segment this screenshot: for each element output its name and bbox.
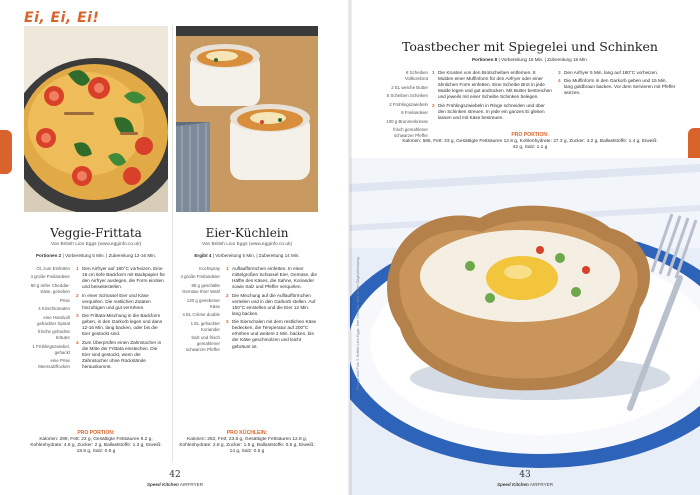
step-item xyxy=(558,78,676,96)
step-text: In einer Schüssel Eier und Käse verquirlen. Die restlichen Zutaten hinzufügen und gut verrühren. xyxy=(82,292,151,310)
ingredients-frittata xyxy=(28,266,70,373)
ingredient-item: frisch gemahlener schwarzer Pfeffer xyxy=(393,127,428,139)
portions-toastbecher: Portionen 8 xyxy=(471,57,498,62)
step-text: Den Airfryer 5 Min. lang auf 180°C vorheizen. xyxy=(564,70,659,75)
steps-toastbecher-col1 xyxy=(432,70,552,123)
egg-muffin-illustration xyxy=(176,26,318,212)
portions-frittata: Portionen 2 xyxy=(35,253,62,258)
step-text: Die Frittata-Mischung in die Backform geben, in den Garkorb legen und dann 12-16 Min. lang backen, oder bis die Eier gestockt sind. xyxy=(82,313,163,337)
nutrition-title-eier-kuechlein: PRO KÜCHLEIN: xyxy=(226,430,268,436)
step-number: 3 xyxy=(76,313,79,319)
ingredient-item: 5 Scheiben Schinken xyxy=(386,93,428,99)
folio-brand: Speed Kitchen xyxy=(146,482,179,487)
folio-section: AIRFRYER xyxy=(179,482,204,487)
ingredient-item: 4 große Freilandeier xyxy=(180,274,220,280)
ingredient-item: 1 EL gehackter Koriander xyxy=(190,320,220,332)
ingredients-eier-kuechlein xyxy=(176,266,220,356)
ingredient-item: 2 Frühlingszwiebeln xyxy=(389,101,428,107)
ingredient-item: Salz und frisch gemahlener schwarzer Pfeffer xyxy=(185,335,220,353)
step-number: 3 xyxy=(226,319,229,325)
step-item xyxy=(432,70,552,100)
ingredient-item: frische gehackte Kräuter xyxy=(38,329,70,341)
photo-credit: Rezept und Foto © British Lion Eggs. Ihre Gerichte nicht in der Originalfassung xyxy=(356,257,360,390)
ingredient-item: eine Prise Meersalzflocken xyxy=(38,358,70,370)
steps-eier-kuechlein xyxy=(226,266,318,352)
recipe-meta-frittata: Portionen 2 | Vorbereitung 5 Min. | Zubereitung 12-16 Min. xyxy=(35,253,157,258)
column-divider xyxy=(172,26,173,462)
frittata-illustration xyxy=(24,26,168,212)
page-number-left: 42 xyxy=(169,470,181,480)
ingredient-item: Öl, zum Einfetten xyxy=(36,266,70,271)
recipe-title-toastbecher: Toastbecher mit Spiegelei und Schinken xyxy=(402,39,658,54)
ingredient-item: Kochspray xyxy=(199,266,220,271)
nutrition-toastbecher: Kalorien: 586, Fett: 33 g, Gesättigte Fettsäuren 12.8 g, Kohlenhydrate: 27.3 g, Zucker: 4.2 g, Ballaststoffe: 1.4 g, Eiweiß: 42 g, Salz: 1.1 g xyxy=(402,139,658,150)
nutrition-title-toastbecher: PRO PORTION: xyxy=(511,132,549,138)
recipe-meta-eier-kuechlein: Ergibt 4 | Vorbereitung 5 Min. | Zubereitung 14 Min. xyxy=(194,253,300,258)
egg-muffin-ramekins-photo xyxy=(176,26,318,212)
nutrition-title-frittata: PRO PORTION: xyxy=(77,430,115,436)
prep-eier-kuechlein: Vorbereitung 5 Min. xyxy=(215,253,256,258)
step-text: Die Frühlingszwiebeln in Ringe schneiden und über den Schinken streuen. In jede ein ganzes Ei gleiten lassen und mit Käse bestreuen. xyxy=(438,102,545,120)
steps-frittata xyxy=(76,266,166,372)
recipe-title-frittata: Veggie-Frittata xyxy=(50,226,142,240)
recipe-title-eier-kuechlein: Eier-Küchlein xyxy=(205,226,289,240)
step-item xyxy=(226,266,318,290)
nutrition-frittata: Kalorien: 299, Fett: 23 g, Gesättigte Fettsäuren 8.2 g, Kohlenhydrate: 4.6 g, Zucker: 2 g, Ballaststoffe: 1.3 g, Eiweiß: 18.5 g, Salz: 0.5 g xyxy=(30,437,162,454)
recipe-meta-toastbecher: Portionen 8 | Vorbereitung 15 Min. | Zubereitung 15 Min. xyxy=(471,57,589,62)
frittata-photo xyxy=(24,26,168,212)
ingredient-item: 50 g reifer Cheddar-Käse, gerieben xyxy=(30,282,70,295)
step-item xyxy=(76,340,166,370)
ingredient-item: eine Handvoll gehackter Spinat xyxy=(37,314,70,326)
ingredient-item: 4 Kirschtomaten xyxy=(38,306,70,312)
steps-toastbecher-col2 xyxy=(558,70,676,99)
ingredient-item: 100 g Brunnenkresse xyxy=(386,118,428,124)
step-number: 1 xyxy=(432,70,435,75)
cook-eier-kuechlein: Zubereitung 14 Min. xyxy=(258,253,300,258)
ingredient-item: 120 g geriebener Käse xyxy=(186,297,220,309)
step-number: 1 xyxy=(226,266,229,271)
step-number: 2 xyxy=(76,292,79,298)
cook-toastbecher: Zubereitung 15 Min. xyxy=(547,57,589,62)
section-kicker: Ei, Ei, Ei! xyxy=(24,10,100,26)
prep-frittata: Vorbereitung 5 Min. xyxy=(64,253,105,258)
folio-label-left xyxy=(120,482,230,487)
step-text: Die Mischung auf die Auflaufförmchen verteilen und in den Garkorb stellen. Auf 150°C einstellen und die Eier 12 Min. lang backen. xyxy=(232,292,316,316)
step-number: 3 xyxy=(558,70,561,75)
step-text: Die Eierschalen mit dem restlichen Käse bedecken, die Temperatur auf 200°C erhöhen und weitere 2 Min. backen, bis der Käse geschmolzen und leicht gebräunt ist. xyxy=(232,319,317,349)
section-tab-left xyxy=(0,130,12,174)
ingredient-item: 8 Freilandeier xyxy=(401,110,428,116)
ingredient-item: 4 große Freilandeier xyxy=(30,274,70,280)
step-text: Die Muffinform in den Garkorb geben und 15 Min. lang goldbraun backen. Vor dem Servieren mit Pfeffer würzen. xyxy=(564,78,676,96)
step-item xyxy=(76,266,166,290)
ingredient-item: 1 Frühlingszwiebel, gehackt xyxy=(32,343,70,355)
ingredient-item: 8 Scheiben Vollkornbrot xyxy=(404,70,428,82)
nutrition-eier-kuechlein: Kalorien: 282, Fett: 23.8 g, Gesättigte Fettsäuren 12.8 g, Kohlenhydrate: 2.8 g, Zucker: 1.5 g, Ballaststoffe: 0.5 g, Eiweiß: 14 g, Salz: 0.5 g xyxy=(179,437,315,454)
folio-label-right xyxy=(470,482,580,487)
cook-frittata: Zubereitung 12-16 Min. xyxy=(108,253,157,258)
step-number: 2 xyxy=(432,102,435,108)
spread-gutter xyxy=(348,0,352,495)
step-text: Die Krusten von den Brotscheiben entfernen. 8 Mulden einer Muffinform für den Airfryer oder einer ähnlichen Form einfetten. Eine Scheibe Brot in jede Mulde legen und gut andrücken. Mit Butter bestreichen und jeweils mit einer Scheibe Schinken belegen. xyxy=(438,70,552,100)
step-item xyxy=(558,70,676,76)
step-item xyxy=(226,293,318,317)
page-number-right: 43 xyxy=(519,470,531,480)
portions-eier-kuechlein: Ergibt 4 xyxy=(194,253,212,258)
folio-brand: Speed Kitchen xyxy=(496,482,529,487)
step-number: 1 xyxy=(76,266,79,271)
step-text: Auflaufförmchen einfetten. In einer mittelgroßen Schüssel Eier, Gemüse, die Hälfte des Käses, die Sahne, Koriander sowie Salz und Pfeffer verquirlen. xyxy=(232,266,317,290)
recipe-byline-eier-kuechlein: Von British Lion Eggs (www.egginfo.co.uk) xyxy=(201,242,293,247)
toast-cup-illustration xyxy=(350,158,700,495)
folio-section: AIRFRYER xyxy=(529,482,554,487)
step-number: 2 xyxy=(226,292,229,298)
step-item xyxy=(76,293,166,311)
step-number: 4 xyxy=(76,339,79,345)
ingredient-item: 80 g geschälte Gemüse Ihrer Wahl xyxy=(182,282,220,295)
step-item xyxy=(226,319,318,349)
ingredients-toastbecher xyxy=(384,70,428,142)
recipe-byline-frittata: Von British Lion Eggs (www.egginfo.co.uk) xyxy=(50,242,142,247)
ingredient-item: 2 EL weiche Butter xyxy=(391,84,428,90)
prep-toastbecher: Vorbereitung 15 Min. xyxy=(501,57,544,62)
step-text: Den Airfryer auf 180°C vorheizen. Eine 18 cm tiefe Backform mit Backpapier für den Airfryer auslegen, die Form einölen und beiseitestellen. xyxy=(82,266,166,290)
step-item xyxy=(76,313,166,337)
ingredient-item: 4 EL Crème double xyxy=(182,312,220,318)
ingredient-item: Prise xyxy=(59,297,70,303)
step-number: 4 xyxy=(558,78,561,84)
step-item xyxy=(432,103,552,121)
step-text: Zum Überprüfen einen Zahnstocher in die Mitte der Frittata einstechen. Die Eier sind gestockt, wenn der Zahnstocher ohne Rückstände herauskommt. xyxy=(82,339,162,369)
toast-cup-egg-photo xyxy=(350,158,700,495)
